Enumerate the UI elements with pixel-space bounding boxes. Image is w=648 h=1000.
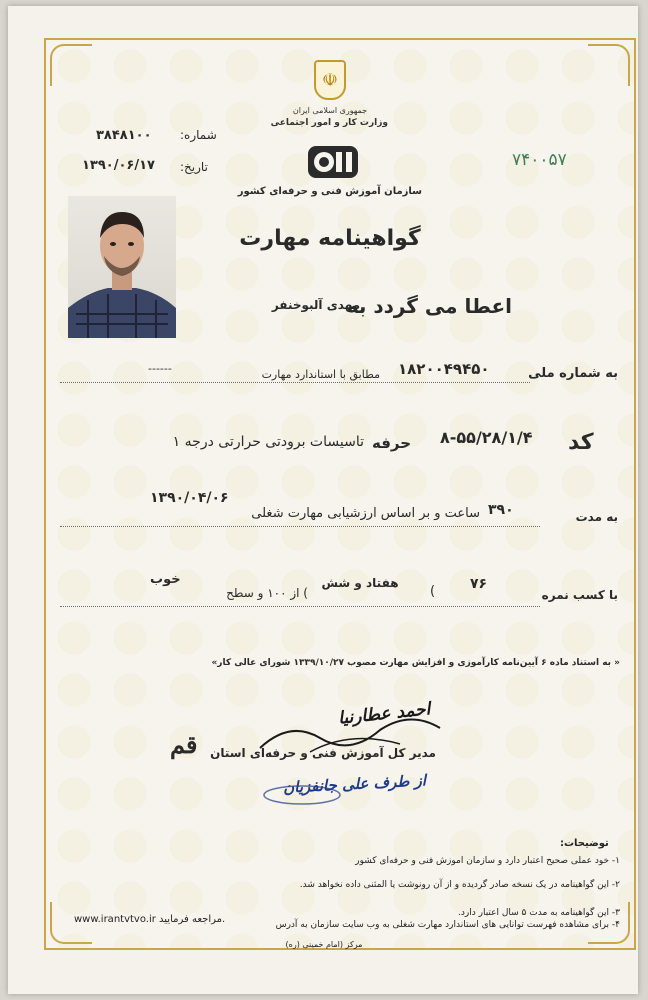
note-item-4: ۴- برای مشاهده فهرست توانایی های استاندارد مهارت شغلی به وب سایت سازمان به آدرس [275, 920, 620, 930]
paren-open: ( [430, 584, 436, 599]
standard-label: مطابق با استاندارد مهارت [261, 368, 380, 381]
number-value: ۳۸۴۸۱۰۰ [96, 128, 152, 143]
organization-logo [306, 138, 360, 182]
frame-corner-ornament [50, 44, 92, 86]
signer-name: احمد عطارنیا [337, 699, 432, 729]
note-item-2: ۲- این گواهینامه در یک نسخه صادر گردیده و از آن رونوشت یا المثنی داده نخواهد شد. [299, 880, 620, 890]
note-item-1: ۱- خود عملی صحیح اعتبار دارد و سازمان آموزش فنی و حرفه‌ای کشور [355, 856, 620, 866]
website-link: www.irantvtvo.ir مراجعه فرمایید. [74, 914, 226, 925]
national-id-dotted-line [60, 382, 530, 383]
ministry-name: وزارت کار و امور اجتماعی [270, 118, 388, 128]
signer-title: مدیر کل آموزش فنی و حرفه‌ای استان [210, 746, 436, 760]
duration-value: ۳۹۰ [488, 502, 514, 518]
national-id-label: به شماره ملی [528, 366, 618, 381]
number-label: شماره: [180, 128, 217, 142]
standard-value: ------ [148, 362, 172, 375]
score-words: هفتاد و شش [321, 576, 399, 590]
frame-corner-ornament [588, 44, 630, 86]
holder-name: مهدی آلبوخنفر [271, 298, 360, 312]
trade-value: تاسیسات برودتی حرارتی درجه ۱ [172, 434, 364, 450]
code-label: کد [568, 430, 594, 455]
score-dotted-line [60, 606, 540, 607]
duration-dotted-line [60, 526, 540, 527]
level-value: خوب [150, 572, 181, 587]
portrait-image [68, 196, 176, 338]
code-value: ۸-۵۵/۲۸/۱/۴ [440, 428, 533, 447]
score-out-of-text: ) از ۱۰۰ و سطح [226, 586, 308, 600]
notes-footer: مرکز (امام خمینی (ره) [285, 940, 363, 949]
blue-stamp-scribble-icon [262, 784, 342, 806]
notes-heading: توضیحات: [560, 838, 609, 849]
iran-emblem-icon: ☫ [314, 60, 346, 100]
organization-name: سازمان آموزش فنی و حرفه‌ای کشور [237, 186, 422, 197]
serial-number: ۷۴۰۰۵۷ [512, 150, 567, 170]
certificate-title: گواهینامه مهارت [239, 226, 421, 251]
score-label: با کسب نمره [541, 588, 618, 602]
awarded-to-label: اعطا می گردد به [346, 294, 512, 318]
duration-label: به مدت [575, 510, 618, 524]
trade-label: حرفه [372, 434, 412, 452]
exam-date: ۱۳۹۰/۰۴/۰۶ [150, 490, 229, 506]
hours-text: ساعت و بر اساس ارزشیابی مهارت شغلی [251, 506, 480, 521]
country-name: جمهوری اسلامی ایران [292, 106, 368, 115]
score-value: ۷۶ [470, 576, 488, 592]
date-value: ۱۳۹۰/۰۶/۱۷ [82, 158, 155, 173]
holder-photo [68, 196, 176, 338]
organization-logo-icon [306, 138, 360, 182]
note-item-3: ۳- این گواهینامه به مدت ۵ سال اعتبار دارد. [458, 908, 620, 918]
national-id-value: ۱۸۲۰۰۴۹۴۵۰ [398, 360, 490, 378]
legal-basis-text: « به استناد ماده ۶ آیین‌نامه کارآموزی و افزایش مهارت مصوب ۱۳۳۹/۱۰/۲۷ شورای عالی کار» [211, 658, 620, 668]
province-mark: قم [170, 730, 198, 759]
date-label: تاریخ: [180, 160, 208, 174]
on-behalf-signature: از طرف علی جانفزیان [282, 771, 427, 797]
